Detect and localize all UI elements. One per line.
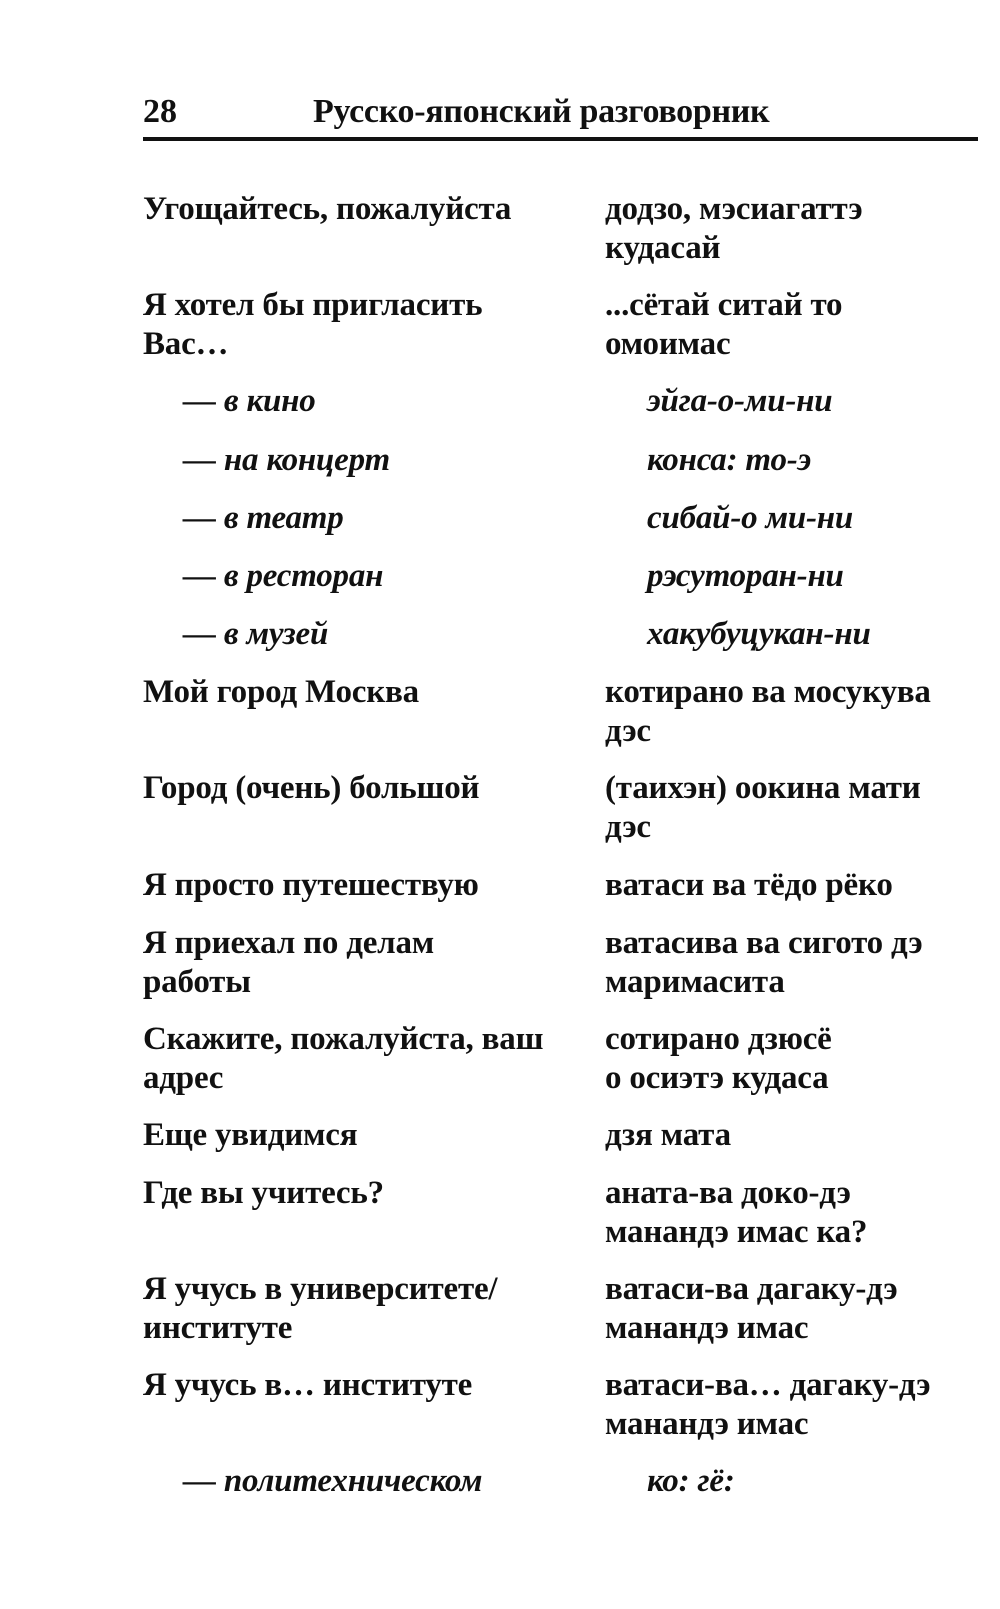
japanese-translation: ватаси-ва дагаку-дэ манандэ имас: [605, 1271, 898, 1346]
russian-phrase: — в музей: [183, 616, 329, 652]
russian-phrase: — в кино: [183, 383, 316, 419]
russian-phrase: Скажите, пожалуйста, ваш адрес: [143, 1021, 544, 1096]
japanese-translation: конса: то-э: [647, 442, 812, 478]
japanese-translation: котирано ва мосукува дэс: [605, 674, 931, 749]
russian-phrase: Я хотел бы пригласить Вас…: [143, 287, 483, 362]
japanese-translation: хакубуцукан-ни: [647, 616, 871, 652]
russian-phrase: Я учусь в… институте: [143, 1367, 473, 1403]
russian-phrase: Я просто путешествую: [143, 867, 479, 903]
japanese-translation: дзя мата: [605, 1117, 731, 1153]
russian-phrase: Мой город Москва: [143, 674, 419, 710]
japanese-translation: (таихэн) оокина мати дэс: [605, 770, 921, 845]
japanese-translation: сотирано дзюсё о осиэтэ кудаса: [605, 1021, 832, 1096]
japanese-translation: ко: гё:: [647, 1463, 735, 1499]
japanese-translation: додзо, мэсиагаттэ кудасай: [605, 191, 863, 266]
running-title: Русско-японский разговорник: [313, 93, 770, 130]
page-number: 28: [143, 93, 177, 130]
japanese-translation: аната-ва доко-дэ манандэ имас ка?: [605, 1175, 868, 1250]
russian-phrase: Я учусь в университете/ институте: [143, 1271, 498, 1346]
japanese-translation: ватасива ва сигото дэ маримасита: [605, 925, 923, 1000]
japanese-translation: ...сётай ситай то омоимас: [605, 287, 843, 362]
japanese-translation: эйга-о-ми-ни: [647, 383, 833, 419]
russian-phrase: Угощайтесь, пожалуйста: [143, 191, 512, 227]
russian-phrase: Где вы учитесь?: [143, 1175, 384, 1211]
russian-phrase: — политехническом: [183, 1463, 483, 1499]
russian-phrase: — в театр: [183, 500, 344, 536]
russian-phrase: — в ресторан: [183, 558, 384, 594]
japanese-translation: ватаси ва тёдо рёко: [605, 867, 893, 903]
japanese-translation: рэсуторан-ни: [647, 558, 844, 594]
russian-phrase: Я приехал по делам работы: [143, 925, 435, 1000]
russian-phrase: — на концерт: [183, 442, 390, 478]
russian-phrase: Еще увидимся: [143, 1117, 358, 1153]
japanese-translation: сибай-о ми-ни: [647, 500, 854, 536]
japanese-translation: ватаси-ва… дагаку-дэ манандэ имас: [605, 1367, 931, 1442]
russian-phrase: Город (очень) большой: [143, 770, 480, 806]
